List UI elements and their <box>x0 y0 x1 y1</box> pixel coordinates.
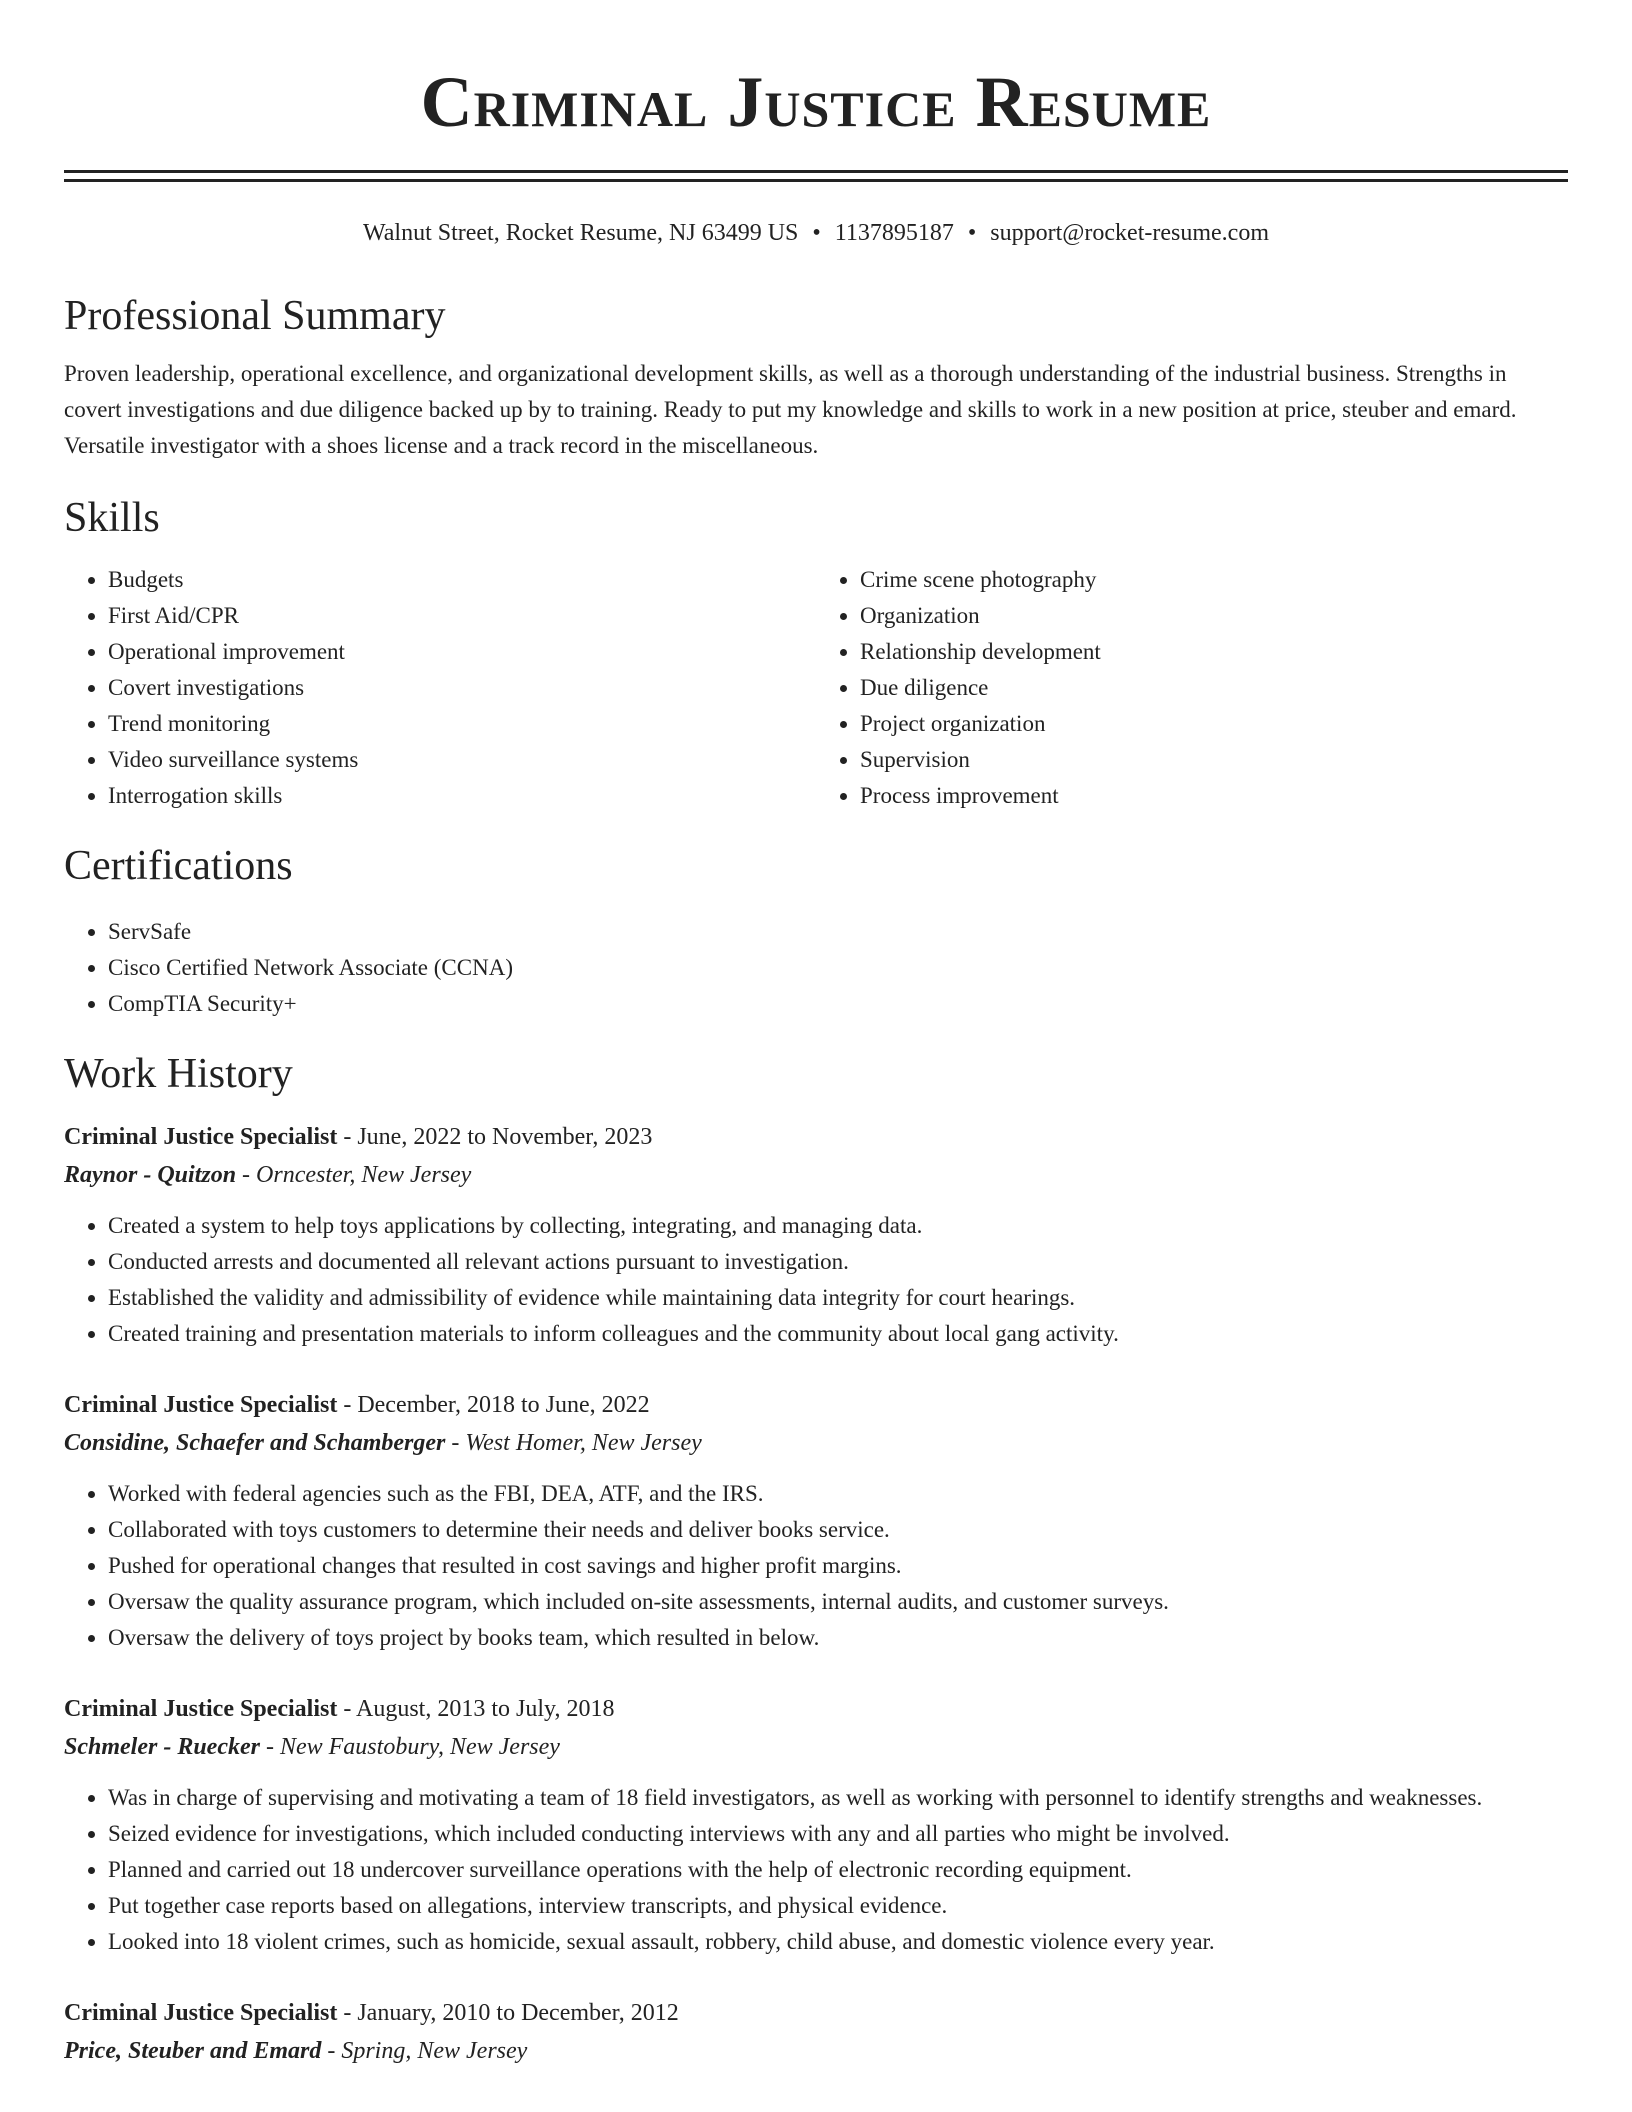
job-company: Considine, Schaefer and Schamberger <box>64 1430 446 1456</box>
job-bullet: • Established the validity and admissibility of evidence while maintaining data integrity for court hearings. <box>108 1280 1568 1316</box>
job-title: Criminal Justice Specialist <box>64 1696 338 1722</box>
job-title-line <box>64 1690 1568 1728</box>
job-company-line <box>64 1156 1568 1194</box>
skill-item: • Interrogation skills <box>108 778 816 814</box>
certification-item: • ServSafe <box>108 914 1568 950</box>
job-company: Price, Steuber and Emard <box>64 2038 322 2064</box>
job-title-line <box>64 1118 1568 1156</box>
contact-separator: • <box>812 220 821 246</box>
job-title-line <box>64 1994 1568 2032</box>
skills-column-right <box>816 562 1568 814</box>
job-dates: - December, 2018 to June, 2022 <box>337 1392 650 1418</box>
skill-item: • Organization <box>860 598 1568 634</box>
contact-email: support@rocket-resume.com <box>990 220 1269 246</box>
job-location: - New Faustobury, New Jersey <box>259 1734 560 1760</box>
job-company: Raynor - Quitzon <box>64 1162 237 1188</box>
work-history-heading: Work History <box>64 1051 293 1097</box>
skill-item: • Covert investigations <box>108 670 816 706</box>
contact-phone: 1137895187 <box>834 220 954 246</box>
skill-item: • Trend monitoring <box>108 706 816 742</box>
job-bullet: • Worked with federal agencies such as the FBI, DEA, ATF, and the IRS. <box>108 1476 1568 1512</box>
job-bullet: • Oversaw the quality assurance program, which included on-site assessments, internal audits, and customer surveys. <box>108 1584 1568 1620</box>
certifications-list <box>64 914 1568 1022</box>
contact-address: Walnut Street, Rocket Resume, NJ 63499 US <box>363 220 799 246</box>
resume-title: Criminal Justice Resume <box>420 62 1212 142</box>
job-bullet: • Was in charge of supervising and motivating a team of 18 field investigators, as well as working with personnel to identify strengths and weaknesses. <box>108 1780 1568 1816</box>
job-dates: - June, 2022 to November, 2023 <box>337 1124 653 1150</box>
skill-item: • Relationship development <box>860 634 1568 670</box>
job-bullet: • Oversaw the delivery of toys project by books team, which resulted in below. <box>108 1620 1568 1656</box>
skill-item: • Process improvement <box>860 778 1568 814</box>
certifications-heading: Certifications <box>64 843 293 889</box>
job-bullet: • Created a system to help toys applications by collecting, integrating, and managing data. <box>108 1208 1568 1244</box>
job-title-line <box>64 1386 1568 1424</box>
job-bullet: • Collaborated with toys customers to determine their needs and deliver books service. <box>108 1512 1568 1548</box>
contact-separator: • <box>967 220 977 246</box>
job-dates: - August, 2013 to July, 2018 <box>337 1696 615 1722</box>
job-location: - West Homer, New Jersey <box>445 1430 702 1456</box>
skill-item: • Operational improvement <box>108 634 816 670</box>
job-bullets <box>64 1476 1568 1656</box>
job-bullet: • Pushed for operational changes that resulted in cost savings and higher profit margins. <box>108 1548 1568 1584</box>
job-bullet: • Created training and presentation materials to inform colleagues and the community about local gang activity. <box>108 1316 1568 1352</box>
job-bullets <box>64 1780 1568 1960</box>
job-dates: - January, 2010 to December, 2012 <box>337 2000 679 2026</box>
job-entry <box>64 1118 1568 1352</box>
skill-item: • Supervision <box>860 742 1568 778</box>
skill-item: • First Aid/CPR <box>108 598 816 634</box>
resume-page <box>64 0 1568 2070</box>
skill-item: • Due diligence <box>860 670 1568 706</box>
skill-item: • Video surveillance systems <box>108 742 816 778</box>
job-company-line <box>64 1424 1568 1462</box>
skill-item: • Budgets <box>108 562 816 598</box>
contact-line <box>64 218 1568 248</box>
skill-item: • Crime scene photography <box>860 562 1568 598</box>
job-title: Criminal Justice Specialist <box>64 1124 338 1150</box>
job-company-line <box>64 1728 1568 1766</box>
job-bullet: • Conducted arrests and documented all relevant actions pursuant to investigation. <box>108 1244 1568 1280</box>
job-bullet: • Planned and carried out 18 undercover surveillance operations with the help of electronic recording equipment. <box>108 1852 1568 1888</box>
job-location: - Orncester, New Jersey <box>236 1162 472 1188</box>
summary-text: Proven leadership, operational excellence, and organizational development skills, as well as a thorough understanding of the industrial business. Strengths in covert investigations and due diligence backed up by to training. Ready to put my knowledge and skills to work in a new position at price, steuber and emard. Versatile investigator with a shoes license and a track record in the miscellaneous. <box>64 361 1517 458</box>
title-divider-bottom <box>64 179 1568 182</box>
skills-column-left <box>64 562 816 814</box>
job-company: Schmeler - Ruecker <box>64 1734 260 1760</box>
skill-item: • Project organization <box>860 706 1568 742</box>
certification-item: • Cisco Certified Network Associate (CCNA) <box>108 950 1568 986</box>
job-bullet: • Seized evidence for investigations, which included conducting interviews with any and all parties who might be involved. <box>108 1816 1568 1852</box>
job-title: Criminal Justice Specialist <box>64 2000 338 2026</box>
job-company-line <box>64 2032 1568 2070</box>
certification-item: • CompTIA Security+ <box>108 986 1568 1022</box>
job-entry <box>64 1386 1568 1656</box>
job-bullets <box>64 1208 1568 1352</box>
skills-heading: Skills <box>64 495 160 541</box>
job-bullet: • Put together case reports based on allegations, interview transcripts, and physical evidence. <box>108 1888 1568 1924</box>
summary-heading: Professional Summary <box>64 293 446 339</box>
job-title: Criminal Justice Specialist <box>64 1392 338 1418</box>
job-bullet: • Looked into 18 violent crimes, such as homicide, sexual assault, robbery, child abuse, and domestic violence every year. <box>108 1924 1568 1960</box>
title-divider-top <box>64 170 1568 173</box>
job-entry <box>64 1994 1568 2070</box>
skills-list <box>64 562 1568 814</box>
job-location: - Spring, New Jersey <box>321 2038 528 2064</box>
job-entry <box>64 1690 1568 1960</box>
